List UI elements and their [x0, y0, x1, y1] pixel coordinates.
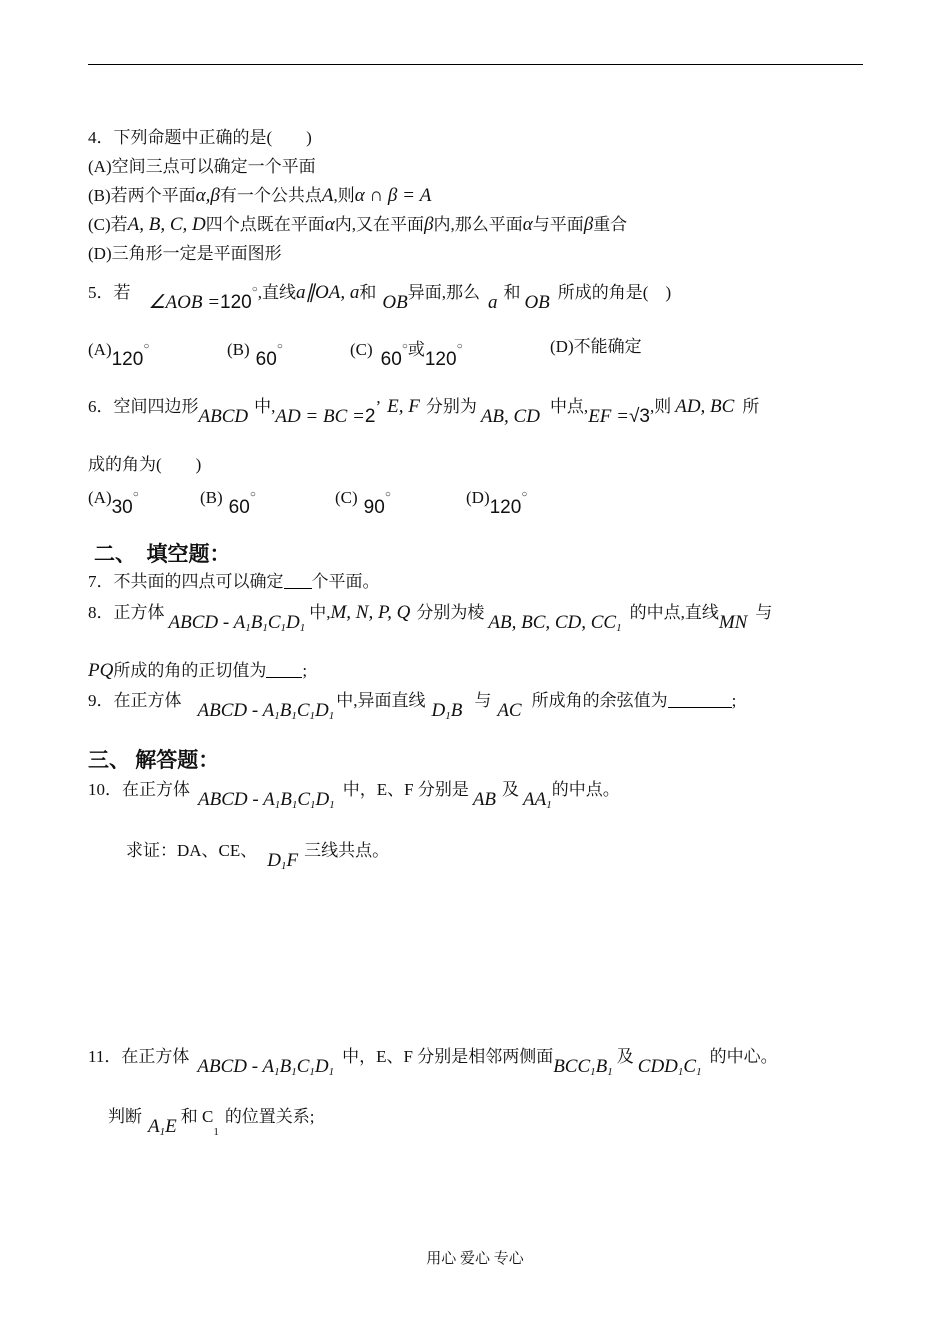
q10-proof: 求证：DA、CE、 $D_1F$ 三线共点。: [126, 841, 390, 872]
q8-stem: 8．正方体 ABCD - $A_1B_1C_1D_1$中,M, N, P, Q 分别为棱 AB, BC, CD, $CC_1$的中点,直线MN 与: [88, 602, 773, 634]
q6-option-d: (D)120○: [466, 488, 528, 518]
q4-stem: 4．下列命题中正确的是( ): [88, 128, 312, 147]
q5-option-d: (D)不能确定: [550, 337, 642, 356]
q6-stem-line2: 成的角为( ): [88, 455, 202, 474]
section-fill-in-title: 二、 填空题：: [94, 542, 231, 566]
q6-option-c: (C) 90○: [335, 488, 391, 518]
q6-option-b: (B) 60○: [200, 488, 256, 518]
q6-stem: 6．空间四边形ABCD 中,AD = BC =2’ E, F 分别为 AB, CD 中点,EF =√3,则 AD, BC 所: [88, 396, 760, 427]
q9-stem: 9．在正方体 ABCD - $A_1B_1C_1D_1$中,异面直线 $D_1B$ 与 AC 所成角的余弦值为 ;: [88, 691, 737, 722]
q9-blank: [668, 707, 732, 708]
q8-stem-line2: PQ所成的角的正切值为 ;: [88, 660, 308, 681]
q4-option-c: (C)若A, B, C, D四个点既在平面α内,又在平面β内,那么平面α与平面β重合: [88, 214, 628, 235]
section-answer-title: 三、 解答题：: [88, 748, 220, 772]
q8-blank: [266, 677, 302, 678]
q5-option-c: (C) 60○或120○: [350, 340, 463, 370]
header-rule: [88, 64, 863, 65]
q4-option-d: (D)三角形一定是平面图形: [88, 244, 282, 263]
q4-option-b: (B)若两个平面α,β有一个公共点A,则α ∩ β = A: [88, 185, 432, 206]
q10-stem: 10．在正方体 ABCD - $A_1B_1C_1D_1$中，E、F 分别是 AB 及 $AA_1$的中点。: [88, 780, 620, 811]
q5-stem: 5．若 ∠AOB =120○,直线a∥OA, a和 OB异面,那么 a 和 OB 所成的角是( ): [88, 282, 672, 313]
page-footer: 用心 爱心 专心: [426, 1251, 524, 1267]
q5-option-a: (A)120○: [88, 340, 150, 370]
q11-judge: 判断 $A_1E$ 和 $C_1$的位置关系;: [108, 1107, 315, 1138]
q11-stem: 11．在正方体 ABCD - $A_1B_1C_1D_1$中，E、F 分别是相邻两侧面$BCC_1B_1$及 $CDD_1C_1$的中心。: [88, 1047, 778, 1078]
q7-blank: [284, 588, 312, 589]
q5-option-b: (B) 60○: [227, 340, 283, 370]
q7-stem: 7．不共面的四点可以确定 个平面。: [88, 572, 380, 591]
q6-option-a: (A)30○: [88, 488, 139, 518]
q4-option-a: (A)空间三点可以确定一个平面: [88, 157, 316, 176]
